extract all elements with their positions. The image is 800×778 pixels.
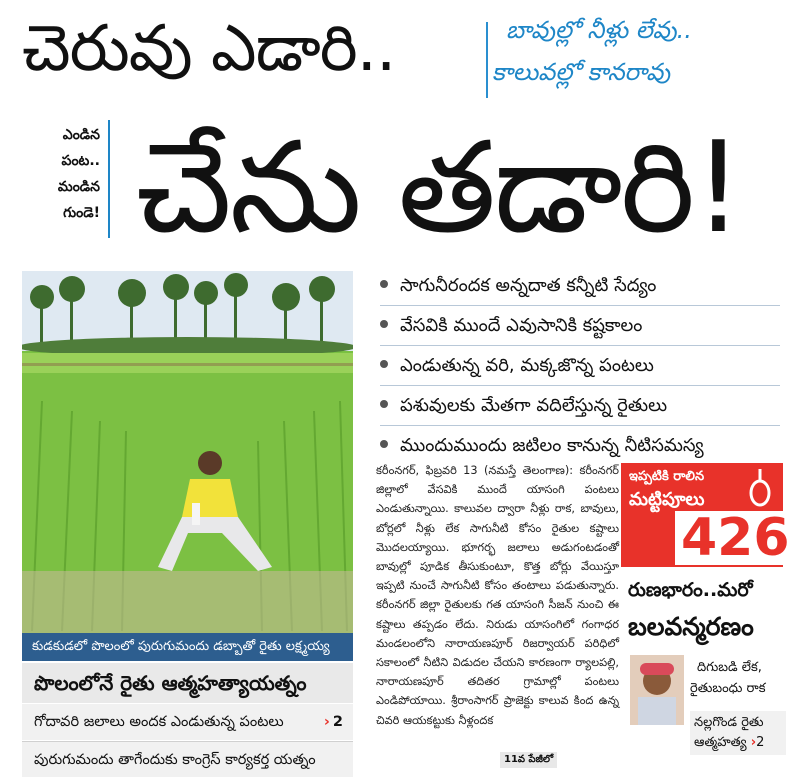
kicker-line: పంట.. <box>61 153 100 169</box>
kicker-line: మండిన <box>57 179 100 195</box>
teaser-link[interactable] <box>22 704 353 740</box>
counter-value: 426 <box>675 511 796 565</box>
kicker-line: గుండె! <box>63 205 100 221</box>
kicker <box>0 122 100 226</box>
subhead-line1: బావుల్లో నీళ్లు లేవు.. <box>506 16 692 44</box>
chevron-right-icon: › <box>323 714 330 730</box>
kicker-divider <box>108 120 110 238</box>
sidebar-sub2: రైతుబంధు రాక <box>690 681 766 696</box>
counter-label1: ఇప్పటికి రాలిన <box>629 469 705 484</box>
noose-icon <box>743 469 777 509</box>
bullet-icon <box>380 280 388 288</box>
sidebar-sub1: దిగుబడి లేక, <box>697 660 762 675</box>
suicide-counter-box <box>621 463 790 568</box>
bullet-icon <box>380 360 388 368</box>
teaser-text: పురుగుమందు తాగేందుకు కాంగ్రెస్ కార్యకర్త యత్నం <box>34 752 316 768</box>
sidebar-teaser[interactable] <box>690 711 786 755</box>
chevron-right-icon: › <box>750 735 757 750</box>
article-body: కరీంనగర్, ఫిబ్రవరి 13 (నమస్తే తెలంగాణ): కరీంనగర్ జిల్లాలో వేసవికి ముందే యాసంగి పంటలు ఎండుతున్నాయి. కాలువల ద్వారా నీళ్లు రాక, బావులు, బోర్లలో నీళ్లు లేక సాగునీటి కోసం రైతుల కష్టాలు మొదలయ్యాయి. భూగర్భ జలాలు అడుగంటడంతో బావుల్లో పూడిక తీసుకుంటూ, కొత్త బోర్లు వేయిస్తూ ఇప్పటి నుంచే సాగునీటి కోసం తంటాలు పడుతున్నారు. కరీంనగర్ జిల్లా రైతులకు గత యాసంగి సీజన్ నుంచి ఈ కష్టాలు తప్పడం లేదు. నిరుడు యాసంగిలో గంగాధర మండలంలోని నారాయణపూర్ రిజర్వాయర్ పరిధిలో సకాలంలో నీటిని విడుదల చేయని కారణంగా ర్యాలపల్లి, నారాయణపూర్ తదితర గ్రామాల్లో పంటలు ఎండిపోయాయి. శ్రీరాంసాగర్ ప్రాజెక్టు కాలువ కింద ఉన్న చివరి ఆయకట్టుకు నీళ్లందక <box>376 464 619 727</box>
sidebar-title1[interactable]: రుణభారం..మరో <box>628 579 753 601</box>
page-ref: 2 <box>756 735 765 750</box>
bullet-item: సాగునీరందక అన్నదాత కన్నీటి సేద్యం <box>380 266 780 306</box>
headline-main: చేను తడారి! <box>136 114 742 261</box>
photo-caption: కుడకుడలో పొలంలో పురుగుమందు డబ్బాతో రైతు లక్ష్మయ్య <box>22 633 353 661</box>
continued-link[interactable]: 11వ పేజీలో <box>500 752 557 768</box>
bullet-item: ఎండుతున్న వరి, మక్కజొన్న పంటలు <box>380 346 780 386</box>
page-ref: › 2 <box>323 714 343 730</box>
bullet-item: వేసవికి ముందే ఎవుసానికి కష్టకాలం <box>380 306 780 346</box>
teaser-text: గోదావరి జలాలు అందక ఎండుతున్న పంటలు <box>34 714 284 730</box>
left-story-title[interactable]: పొలంలోనే రైతు ఆత్మహత్యాయత్నం <box>22 663 353 703</box>
bullet-icon <box>380 320 388 328</box>
bullet-item: పశువులకు మేతగా వదిలేస్తున్న రైతులు <box>380 386 780 426</box>
counter-label2: మట్టిపూలు <box>629 489 705 510</box>
top-divider <box>486 22 488 98</box>
kicker-line: ఎండిన <box>62 127 100 143</box>
teaser-link[interactable] <box>22 741 353 777</box>
bullet-item: ముందుముందు జటిలం కానున్న నీటిసమస్య <box>380 426 780 466</box>
farmer-portrait <box>630 655 684 725</box>
headline-top: చెరువు ఎడారి.. <box>22 12 396 86</box>
subhead-line2: కాలువల్లో కానరావు <box>492 58 671 86</box>
sidebar-teaser-text: నల్లగొండ రైతు ఆత్మహత్య <box>694 715 764 750</box>
sidebar-title2[interactable]: బలవన్మరణం <box>628 612 754 641</box>
bullet-icon <box>380 400 388 408</box>
farmer-photo <box>22 271 353 633</box>
bullet-icon <box>380 440 388 448</box>
